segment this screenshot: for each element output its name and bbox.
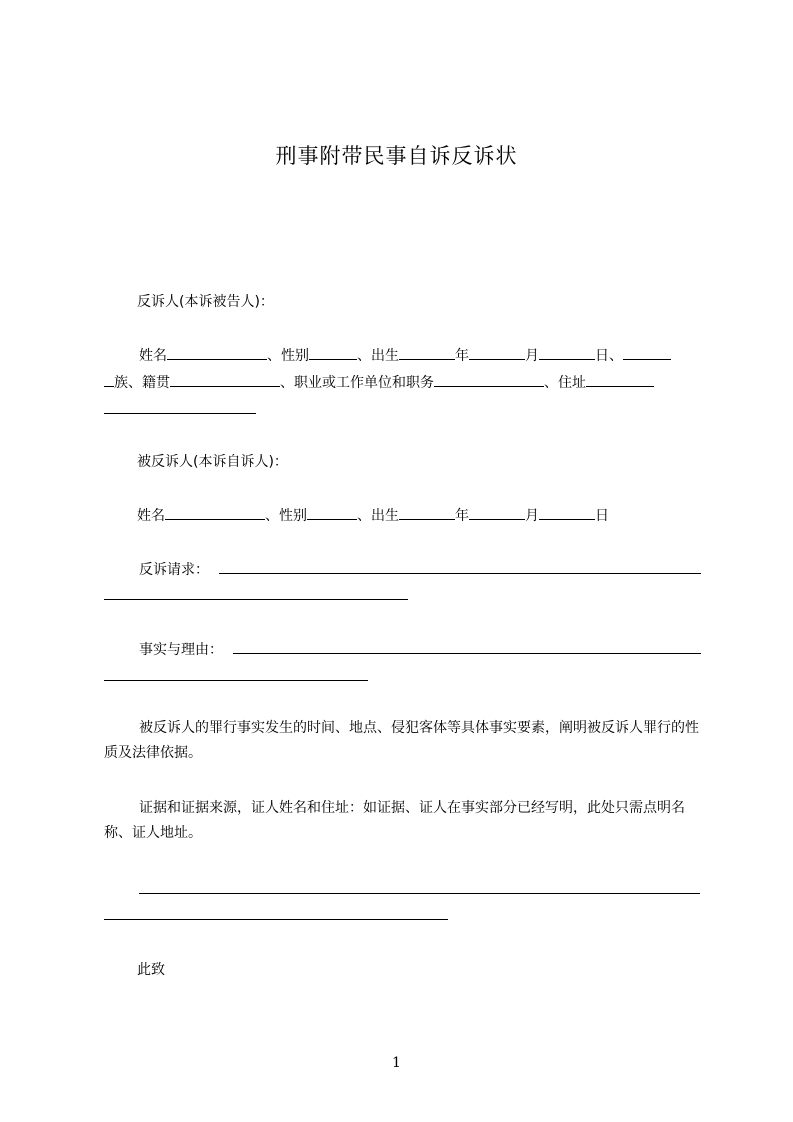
counterclaimant-heading: 反诉人(本诉被告人)： [137,294,274,310]
gender-blank[interactable] [309,345,357,360]
counterclaimant-line-1 [139,345,671,366]
hometown-blank[interactable] [170,372,280,387]
respondent-day-blank[interactable] [539,505,595,520]
birth-label: 、出生 [357,348,399,364]
facts-blank-line-2[interactable] [104,680,368,681]
respondent-month-label: 月 [525,508,539,524]
facts-note: 被反诉人的罪行事实发生的时间、地点、侵犯客体等具体事实要素，阐明被反诉人罪行的性质及法律依据。 [104,720,699,761]
evidence-note: 证据和证据来源，证人姓名和住址：如证据、证人在事实部分已经写明，此处只需点明名称、证人地址。 [104,800,685,841]
gender-label: 、性别 [267,348,309,364]
ethnic-blank-start[interactable] [623,345,671,360]
address-blank[interactable] [586,372,654,387]
day-label: 日、 [595,348,623,364]
ethnic-blank-end[interactable] [104,372,114,387]
birth-month-blank[interactable] [469,345,525,360]
facts-label: 事实与理由： [139,642,223,658]
birth-day-blank[interactable] [539,345,595,360]
year-label: 年 [455,348,469,364]
respondent-name-label: 姓名 [137,508,165,524]
respondent-month-blank[interactable] [469,505,525,520]
counterclaimant-line-2 [104,372,654,393]
claims-blank-line-2[interactable] [104,599,408,600]
respondent-heading: 被反诉人(本诉自诉人)： [137,454,288,470]
evidence-blank-line-2[interactable] [104,919,448,920]
address-blank-continued[interactable] [104,413,256,414]
respondent-year-blank[interactable] [399,505,455,520]
respondent-name-blank[interactable] [165,505,265,520]
respondent-birth-label: 、出生 [357,508,399,524]
respondent-gender-blank[interactable] [307,505,357,520]
respondent-line [137,505,609,526]
address-label: 、住址 [544,375,586,391]
facts-blank-line-1[interactable] [233,653,701,654]
name-blank[interactable] [167,345,267,360]
birth-year-blank[interactable] [399,345,455,360]
page-number: 1 [392,1055,401,1071]
month-label: 月 [525,348,539,364]
ethnic-label: 族、籍贯 [114,375,170,391]
name-label: 姓名 [139,348,167,364]
respondent-day-label: 日 [595,508,609,524]
claims-label: 反诉请求： [139,562,209,578]
job-label: 、职业或工作单位和职务 [280,375,434,391]
evidence-blank-line-1[interactable] [139,893,700,894]
closing-salutation: 此致 [137,962,165,978]
job-blank[interactable] [434,372,544,387]
respondent-year-label: 年 [455,508,469,524]
claims-blank-line-1[interactable] [219,573,701,574]
document-title: 刑事附带民事自诉反诉状 [275,144,518,168]
respondent-gender-label: 、性别 [265,508,307,524]
